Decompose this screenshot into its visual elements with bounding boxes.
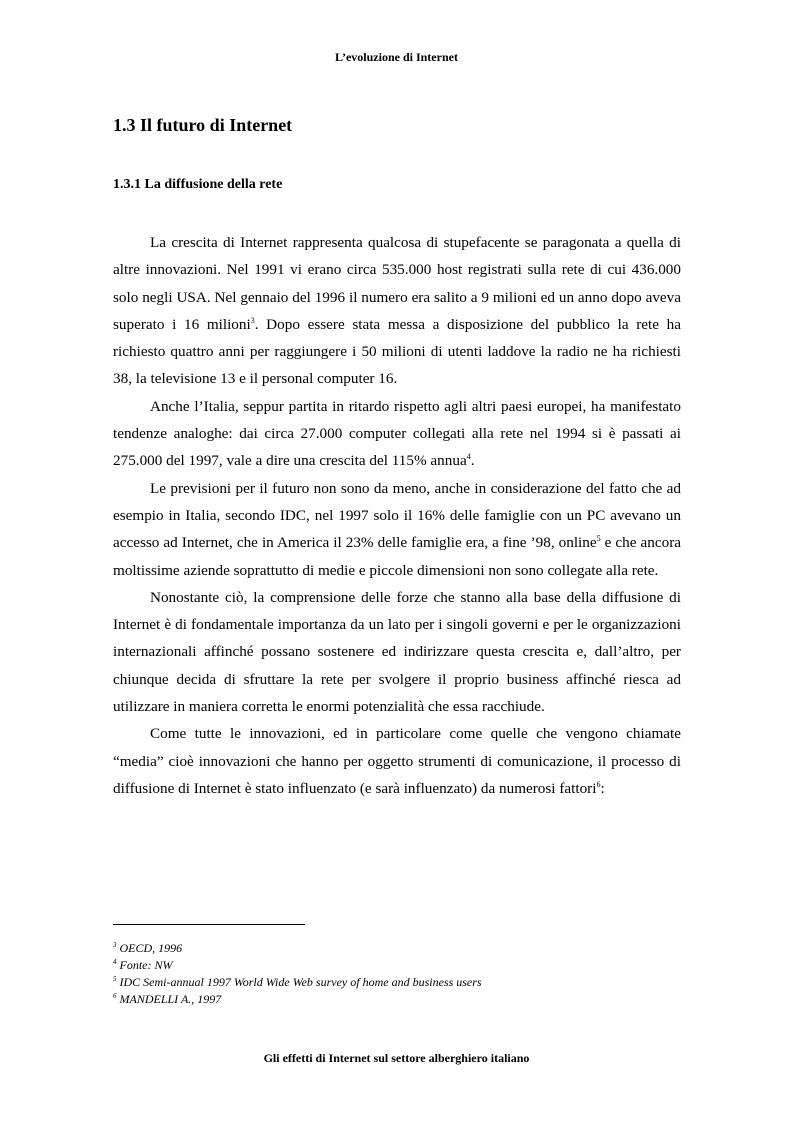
footnote-ref: 5 xyxy=(596,534,601,544)
footnote-text: MANDELLI A., 1997 xyxy=(116,992,222,1006)
footnote-text: OECD, 1996 xyxy=(116,941,183,955)
footnote-item xyxy=(113,991,683,1008)
footnote-ref: 3 xyxy=(250,315,255,325)
footnotes xyxy=(113,940,683,1008)
paragraph-text: Le previsioni per il futuro non sono da meno, anche in considerazione del fatto che ad esempio in Italia, secondo IDC, nel 1997 solo il 16% delle famiglie con un PC avevano un accesso ad Internet, che in America il 23% delle famiglie era, a fine ’98, online xyxy=(113,479,681,552)
paragraph-text: : xyxy=(600,779,605,797)
footnote-text: Fonte: NW xyxy=(116,958,173,972)
footnote-number: 5 xyxy=(113,975,117,983)
paragraph-text: Come tutte le innovazioni, ed in particolare come quelle che vengono chiamate “media” cioè innovazioni che hanno per oggetto strumenti di comunicazione, il processo di diffusione di Internet è stato influenzato (e sarà influenzato) da numerosi fattori xyxy=(113,725,681,797)
footnote-number: 4 xyxy=(113,958,117,966)
paragraph-text: e che ancora moltissime aziende soprattutto di medie e piccole dimensioni non sono collegate alla rete. xyxy=(113,534,681,579)
footnote-ref: 6 xyxy=(596,779,601,789)
body-text xyxy=(113,229,681,802)
paragraph-text: La crescita di Internet rappresenta qualcosa di stupefacente se paragonata a quella di altre innovazioni. Nel 1991 vi erano circa 535.000 host registrati sulla rete di cui 436.000 solo negli USA. Nel gennaio del 1996 il numero era salito a 9 milioni ed un anno dopo aveva superato i 16 milioni xyxy=(113,234,681,333)
paragraph-text: . Dopo essere stata messa a disposizione del pubblico la rete ha richiesto quattro anni per raggiungere i 50 milioni di utenti laddove la radio ne ha richiesti 38, la televisione 13 e il personal computer 16. xyxy=(113,315,681,388)
subsection-title: 1.3.1 La diffusione della rete xyxy=(113,177,283,192)
footnote-number: 3 xyxy=(113,941,117,949)
running-footer: Gli effetti di Internet sul settore alberghiero italiano xyxy=(263,1051,530,1065)
paragraph-3 xyxy=(113,475,681,584)
paragraph-5 xyxy=(113,720,681,802)
running-header: L’evoluzione di Internet xyxy=(335,50,458,64)
footnote-item xyxy=(113,957,683,974)
paragraph-1 xyxy=(113,229,681,393)
paragraph-text: . xyxy=(470,452,475,470)
footnote-item xyxy=(113,974,683,991)
footnote-number: 6 xyxy=(113,992,117,1000)
footnote-divider xyxy=(113,924,305,925)
footnote-item xyxy=(113,940,683,957)
footnote-text: IDC Semi-annual 1997 World Wide Web survey of home and business users xyxy=(116,975,482,989)
section-title: 1.3 Il futuro di Internet xyxy=(113,115,293,135)
paragraph-text: Anche l’Italia, seppur partita in ritardo rispetto agli altri paesi europei, ha manifestato tendenze analoghe: dai circa 27.000 computer collegati alla rete nel 1994 si è passati ai 275.000 del 1997, vale a dire una crescita del 115% annua xyxy=(113,397,681,470)
paragraph-4: Nonostante ciò, la comprensione delle forze che stanno alla base della diffusione di Internet è di fondamentale importanza da un lato per i singoli governi e per le organizzazioni internazionali affinché possano sostenere ed indirizzare questa crescita e, dall’altro, per chiunque decida di sfruttare la rete per svolgere il proprio business affinché riesca ad utilizzare in maniera corretta le enormi potenzialità che essa racchiude. xyxy=(113,588,681,716)
footnote-ref: 4 xyxy=(466,452,471,462)
paragraph-2 xyxy=(113,393,681,475)
